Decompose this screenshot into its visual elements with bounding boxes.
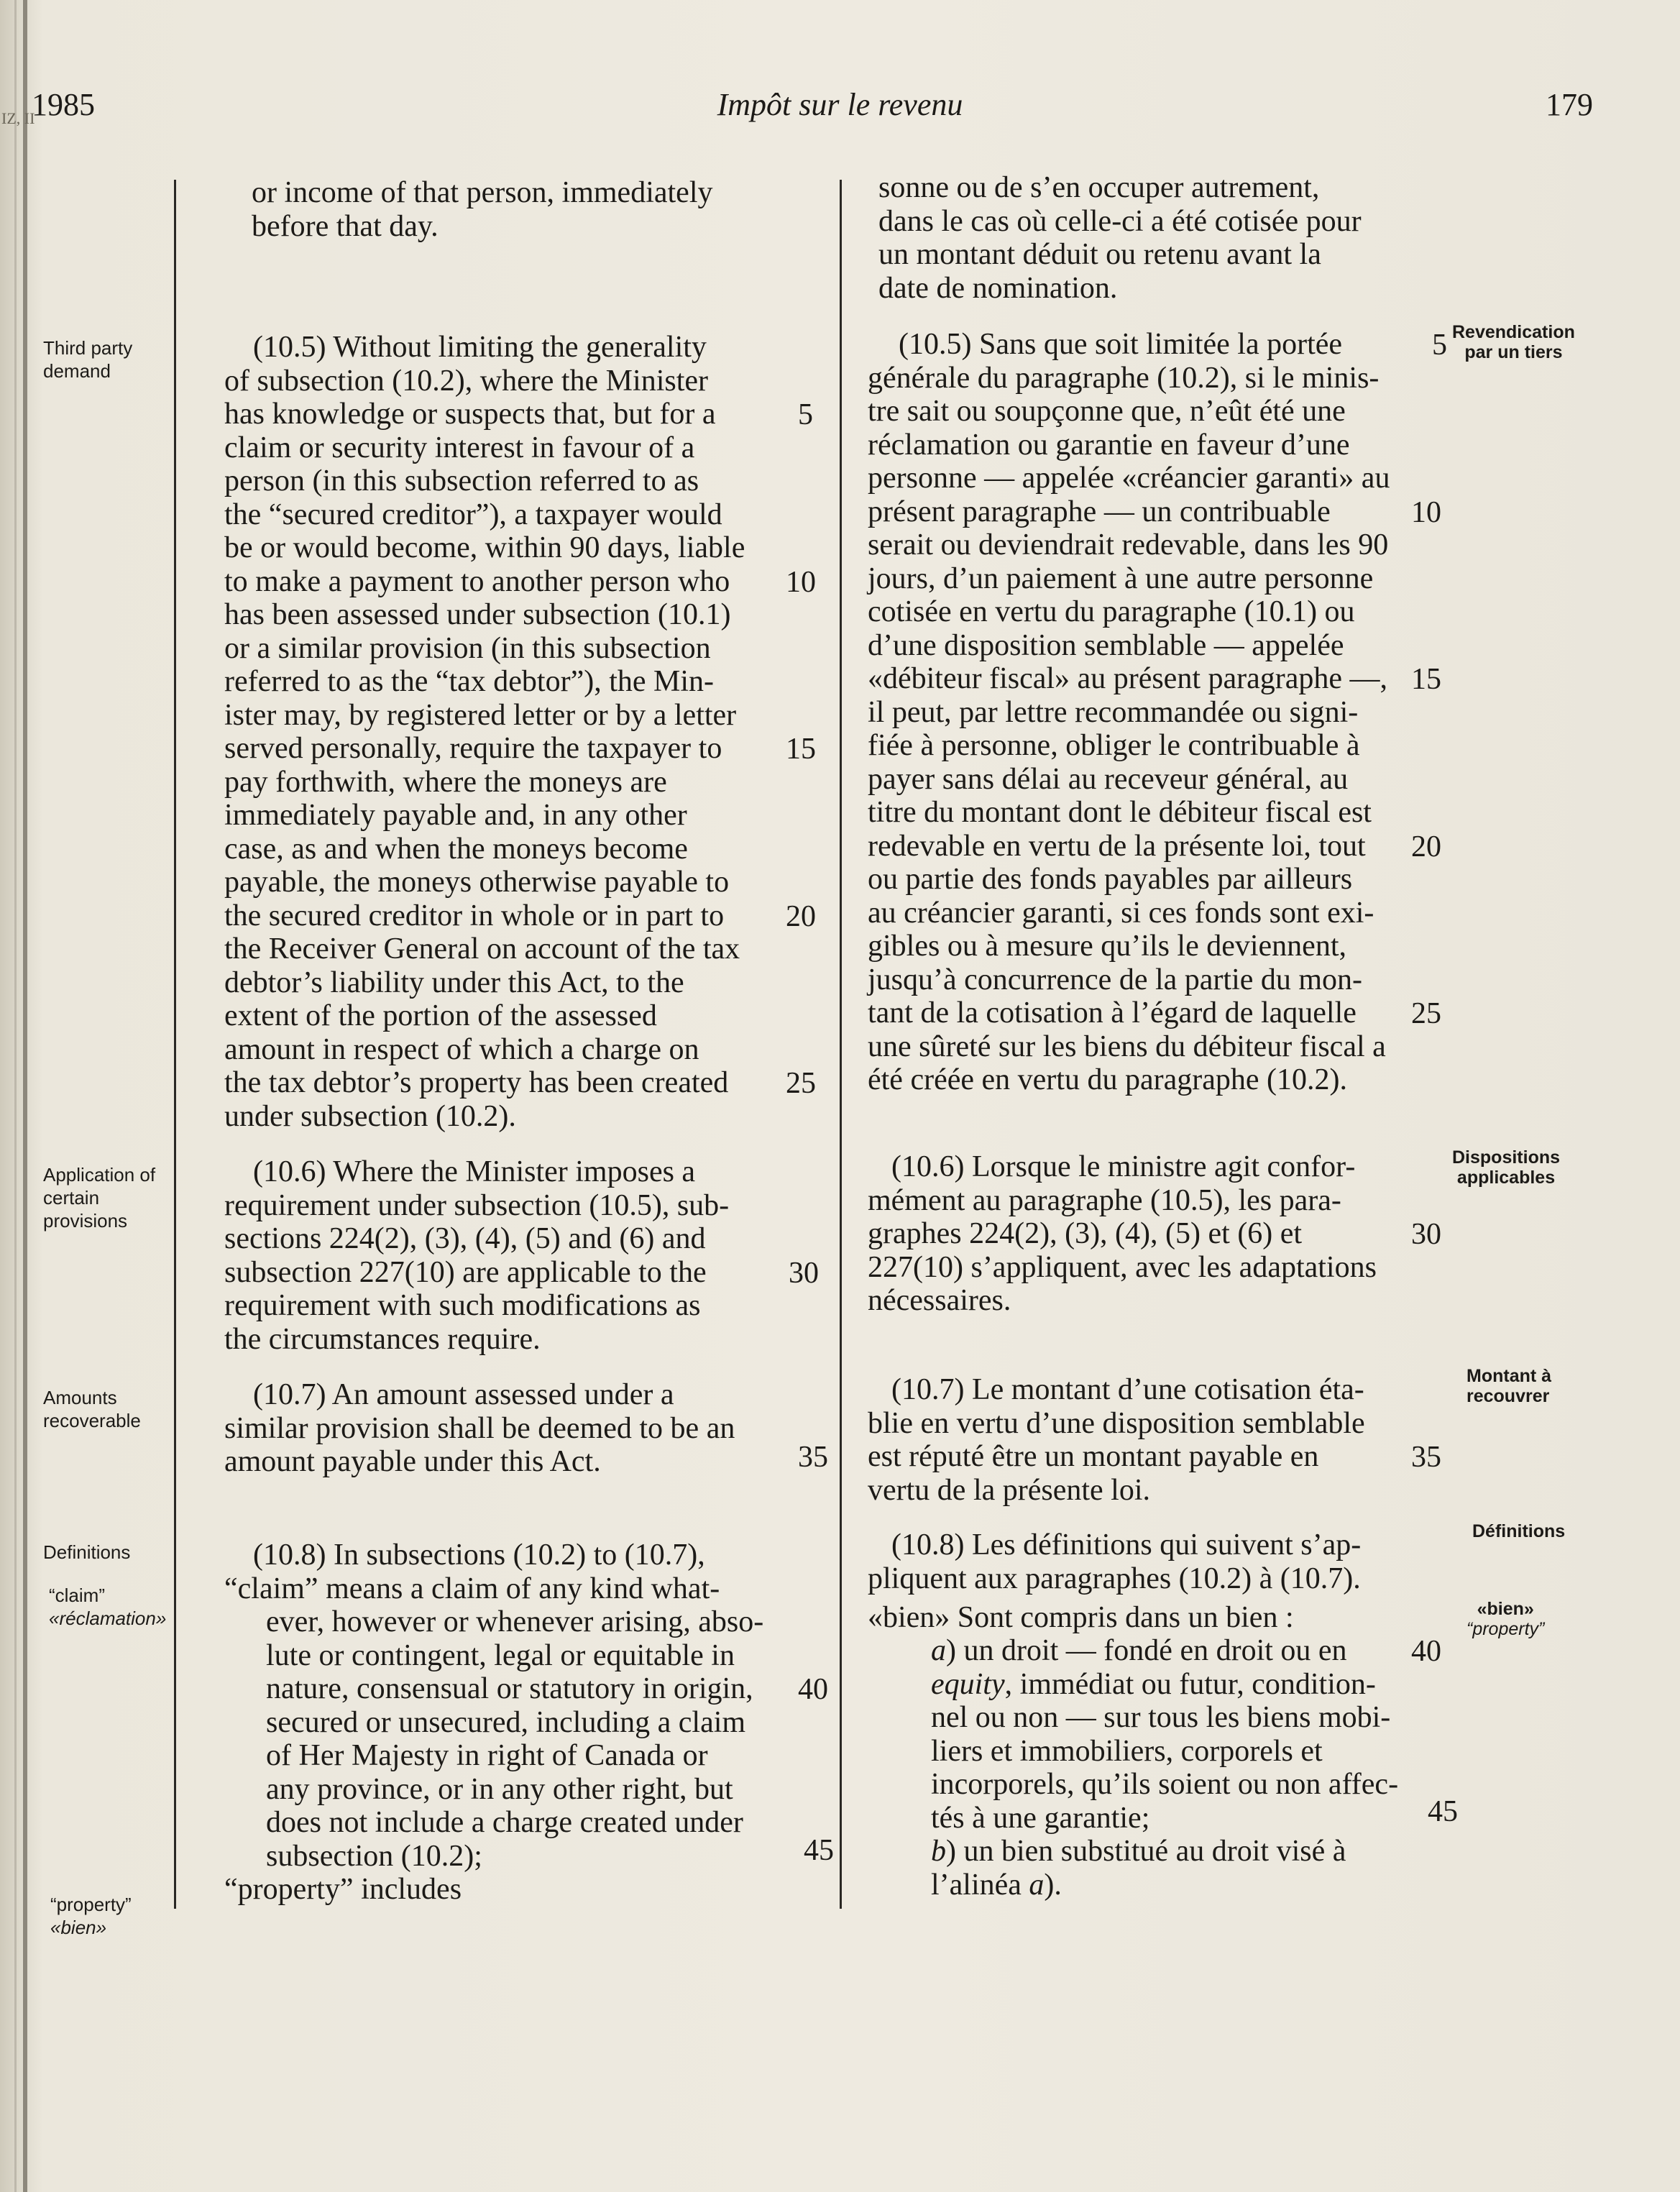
fr-line: dans le cas où celle-ci a été cotisée pour (878, 205, 1362, 238)
fr-line: (10.6) Lorsque le ministre agit confor- (891, 1150, 1356, 1183)
fr-line: blie en vertu d’une disposition semblable (868, 1407, 1365, 1440)
margin-note-third-party: Third party demand (43, 337, 133, 382)
fr-line: réclamation ou garantie en faveur d’une (868, 428, 1350, 462)
fr-line: gibles ou à mesure qu’ils le deviennent, (868, 930, 1346, 963)
header-clip: IZ, II (1, 109, 35, 127)
fr-line: été créée en vertu du paragraphe (10.2). (868, 1063, 1347, 1096)
fr-line: payer sans délai au receveur général, au (868, 763, 1349, 796)
en-line: or income of that person, immediately (252, 176, 713, 209)
fr-line: a) un droit — fondé en droit ou en (931, 1634, 1347, 1667)
en-line: lute or contingent, legal or equitable in (266, 1639, 735, 1672)
en-line: person (in this subsection referred to as (224, 464, 699, 497)
en-line: be or would become, within 90 days, liable (224, 531, 745, 564)
en-line: ever, however or whenever arising, abso- (266, 1605, 764, 1638)
fr-line: l’alinéa a). (931, 1868, 1062, 1902)
line-number: 20 (786, 900, 816, 933)
fr-line: equity, immédiat ou futur, condition- (931, 1668, 1376, 1701)
en-line: (10.8) In subsections (10.2) to (10.7), (253, 1538, 705, 1572)
en-line: “claim” means a claim of any kind what- (224, 1572, 720, 1605)
en-line: case, as and when the moneys become (224, 833, 688, 866)
line-number: 20 (1411, 830, 1441, 863)
en-line: or a similar provision (in this subsection (224, 632, 711, 665)
en-line: (10.5) Without limiting the generality (253, 331, 707, 364)
fr-line: sonne ou de s’en occuper autrement, (878, 171, 1320, 204)
fr-line: tre sait ou soupçonne que, n’eût été une (868, 395, 1346, 428)
en-line: “property” includes (224, 1873, 462, 1906)
fr-line: mément au paragraphe (10.5), les para- (868, 1184, 1341, 1217)
en-line: subsection (10.2); (266, 1840, 482, 1873)
page-number: 179 (1546, 87, 1593, 122)
en-line: (10.6) Where the Minister imposes a (253, 1155, 696, 1188)
fr-line: tés à une garantie; (931, 1802, 1150, 1835)
line-number: 40 (1411, 1635, 1441, 1668)
line-number: 30 (789, 1257, 819, 1290)
fr-line: vertu de la présente loi. (868, 1474, 1151, 1507)
en-line: debtor’s liability under this Act, to the (224, 966, 684, 999)
fr-line: fiée à personne, obliger le contribuable à (868, 729, 1360, 762)
en-line: (10.7) An amount assessed under a (253, 1378, 674, 1411)
en-line: the Receiver General on account of the tax (224, 932, 740, 966)
en-line: before that day. (252, 210, 439, 243)
line-number: 15 (1411, 663, 1441, 696)
fr-line: nécessaires. (868, 1284, 1011, 1317)
header-year: 1985 (32, 87, 95, 122)
en-line: subsection 227(10) are applicable to the (224, 1256, 707, 1289)
margin-note-bien: «bien» “property” (1466, 1599, 1545, 1639)
fr-line: liers et immobiliers, corporels et (931, 1735, 1323, 1768)
left-column-rule (174, 180, 176, 1909)
fr-line: redevable en vertu de la présente loi, tout (868, 830, 1366, 863)
fr-line: une sûreté sur les biens du débiteur fiscal a (868, 1030, 1386, 1063)
binding-shadow (14, 0, 17, 2192)
en-line: to make a payment to another person who (224, 565, 730, 598)
fr-line: personne — appelée «créancier garanti» au (868, 462, 1390, 495)
line-number: 40 (798, 1673, 828, 1706)
line-number: 15 (786, 733, 816, 766)
fr-line: incorporels, qu’ils soient ou non affec- (931, 1768, 1399, 1801)
en-line: any province, or in any other right, but (266, 1773, 733, 1806)
fr-line: un montant déduit ou retenu avant la (878, 238, 1321, 271)
line-number: 10 (786, 566, 816, 599)
line-number: 25 (786, 1067, 816, 1100)
fr-line: serait ou deviendrait redevable, dans les 90 (868, 528, 1389, 561)
en-line: extent of the portion of the assessed (224, 999, 657, 1032)
fr-line: jours, d’un paiement à une autre personne (868, 562, 1374, 595)
en-line: requirement under subsection (10.5), sub- (224, 1189, 730, 1222)
en-line: does not include a charge created under (266, 1806, 743, 1839)
fr-line: est réputé être un montant payable en (868, 1440, 1319, 1473)
fr-line: nel ou non — sur tous les biens mobi- (931, 1701, 1391, 1734)
en-line: under subsection (10.2). (224, 1100, 516, 1133)
center-column-rule (840, 180, 842, 1909)
fr-line: ou partie des fonds payables par ailleurs (868, 863, 1353, 896)
en-line: sections 224(2), (3), (4), (5) and (6) and (224, 1222, 706, 1255)
en-line: amount payable under this Act. (224, 1445, 601, 1478)
line-number: 35 (798, 1441, 828, 1474)
fr-line: pliquent aux paragraphes (10.2) à (10.7). (868, 1562, 1361, 1595)
en-line: of subsection (10.2), where the Minister (224, 364, 709, 398)
en-line: the secured creditor in whole or in part to (224, 899, 725, 932)
fr-line: b) un bien substitué au droit visé à (931, 1835, 1346, 1868)
margin-note-property: “property” «bien» (50, 1894, 132, 1938)
margin-note-montant: Montant à recouvrer (1466, 1366, 1552, 1406)
en-line: referred to as the “tax debtor”), the Min- (224, 665, 715, 698)
en-line: of Her Majesty in right of Canada or (266, 1739, 708, 1772)
fr-line: générale du paragraphe (10.2), si le minis- (868, 362, 1380, 395)
en-line: requirement with such modifications as (224, 1289, 701, 1322)
en-line: served personally, require the taxpayer to (224, 732, 722, 765)
en-line: nature, consensual or statutory in origin, (266, 1672, 753, 1705)
fr-line: 227(10) s’appliquent, avec les adaptations (868, 1251, 1377, 1284)
fr-line: jusqu’à concurrence de la partie du mon- (868, 963, 1363, 996)
margin-note-definitions-fr: Définitions (1472, 1521, 1566, 1541)
line-number: 35 (1411, 1441, 1441, 1474)
en-line: similar provision shall be deemed to be an (224, 1412, 735, 1445)
header-title: Impôt sur le revenu (717, 87, 963, 122)
fr-line: cotisée en vertu du paragraphe (10.1) ou (868, 595, 1355, 628)
line-number: 25 (1411, 997, 1441, 1030)
line-number: 5 (798, 398, 813, 431)
line-number: 30 (1411, 1218, 1441, 1251)
fr-line: tant de la cotisation à l’égard de laquelle (868, 996, 1357, 1029)
fr-line: «bien» Sont compris dans un bien : (868, 1601, 1294, 1634)
en-line: ister may, by registered letter or by a letter (224, 699, 737, 732)
line-number: 45 (1428, 1795, 1458, 1828)
en-line: the tax debtor’s property has been created (224, 1066, 729, 1099)
fr-line: (10.8) Les définitions qui suivent s’ap- (891, 1528, 1362, 1562)
line-number: 10 (1411, 496, 1441, 529)
binding-edge (23, 0, 27, 2192)
fr-line: d’une disposition semblable — appelée (868, 629, 1344, 662)
line-number: 5 (1432, 329, 1447, 362)
fr-line: (10.5) Sans que soit limitée la portée (899, 328, 1343, 361)
margin-note-dispositions: Dispositions applicables (1452, 1147, 1561, 1188)
margin-note-application: Application of certain provisions (43, 1164, 156, 1232)
en-line: has knowledge or suspects that, but for a (224, 398, 716, 431)
en-line: the circumstances require. (224, 1323, 541, 1356)
fr-line: date de nomination. (878, 272, 1118, 305)
en-line: claim or security interest in favour of a (224, 431, 695, 464)
fr-line: titre du montant dont le débiteur fiscal est (868, 796, 1372, 829)
margin-note-revendication: Revendication par un tiers (1452, 322, 1575, 362)
line-number: 45 (804, 1834, 834, 1867)
en-line: the “secured creditor”), a taxpayer would (224, 498, 722, 531)
fr-line: au créancier garanti, si ces fonds sont exi- (868, 896, 1374, 930)
en-line: immediately payable and, in any other (224, 799, 687, 832)
fr-line: présent paragraphe — un contribuable (868, 495, 1331, 528)
en-line: pay forthwith, where the moneys are (224, 766, 667, 799)
en-line: secured or unsecured, including a claim (266, 1706, 746, 1739)
fr-line: «débiteur fiscal» au présent paragraphe —, (868, 662, 1388, 695)
margin-note-definitions: Definitions (43, 1541, 131, 1563)
en-line: amount in respect of which a charge on (224, 1033, 699, 1066)
fr-line: graphes 224(2), (3), (4), (5) et (6) et (868, 1217, 1303, 1250)
margin-note-claim: “claim” «réclamation» (49, 1585, 167, 1629)
fr-line: il peut, par lettre recommandée ou signi- (868, 696, 1359, 729)
en-line: payable, the moneys otherwise payable to (224, 866, 730, 899)
margin-note-amounts: Amounts recoverable (43, 1387, 141, 1431)
en-line: has been assessed under subsection (10.1) (224, 598, 731, 631)
fr-line: (10.7) Le montant d’une cotisation éta- (891, 1373, 1364, 1406)
